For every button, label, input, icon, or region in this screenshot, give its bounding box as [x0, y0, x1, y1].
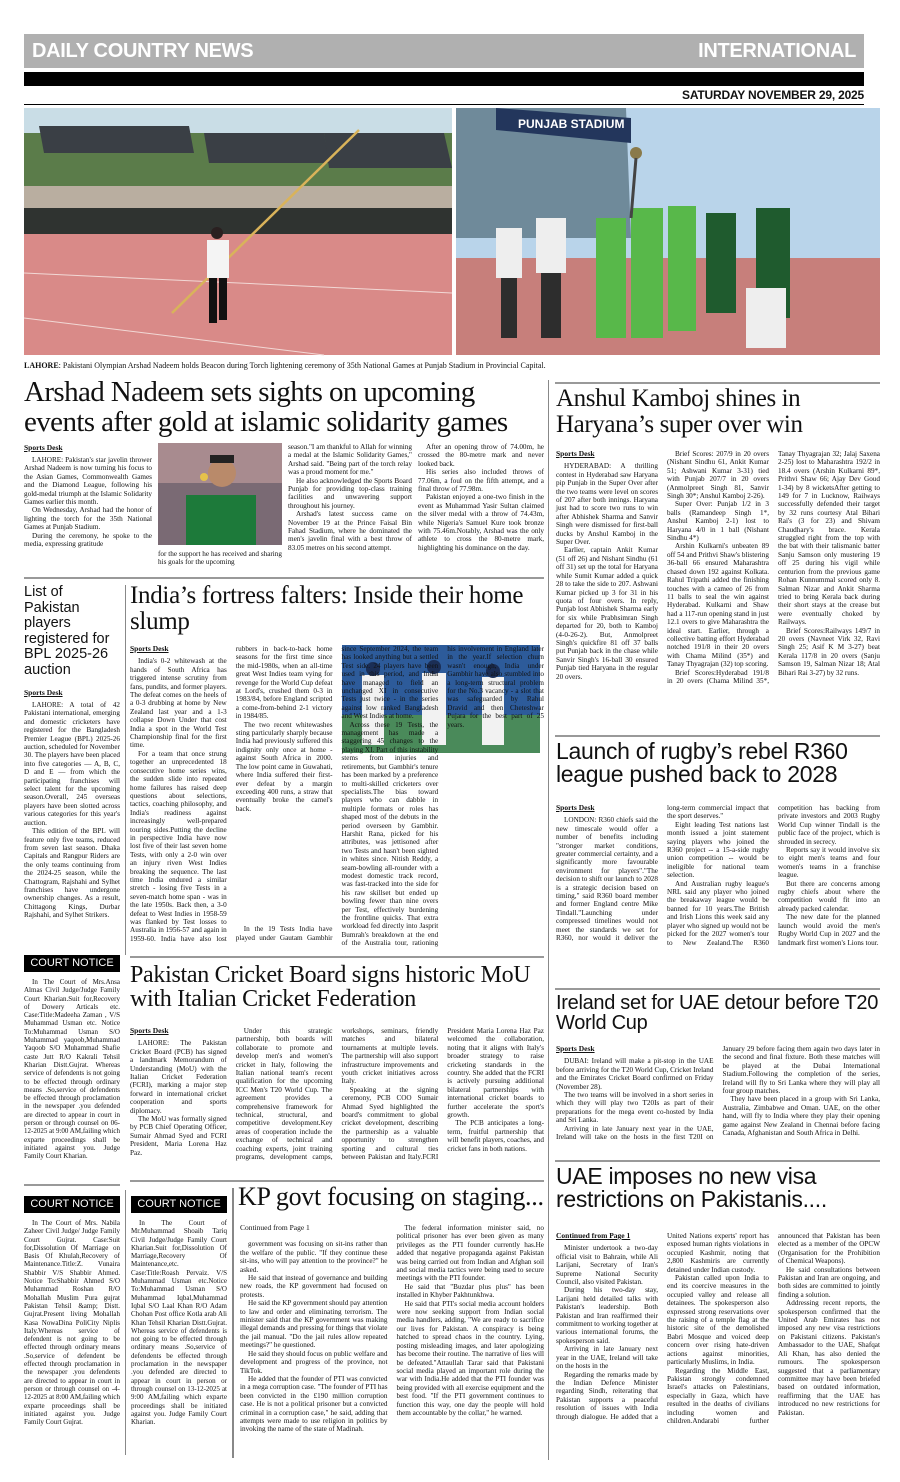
paragraph: After an opening throw of 74.00m, he crossed the 80-metre mark and never looked back. [418, 443, 544, 468]
section-divider [24, 1184, 120, 1186]
paragraph: for the support he has received and sharing his goals for the upcoming [158, 550, 282, 567]
article-anshul-headline [556, 386, 880, 446]
court-notice-heading: COURT NOTICE [131, 1196, 227, 1213]
byline: Sports Desk [130, 1026, 169, 1035]
paragraph: The MoU was formally signed by PCB Chief Operating Officer, Sumair Ahmad Syed and FCRI President, Maria Lorena Haz Paz. [130, 1115, 227, 1157]
headline-anshul: Anshul Kamboj shines in Haryana’s super over win [556, 385, 803, 438]
anshul-body [556, 450, 880, 730]
section-label: INTERNATIONAL [698, 40, 856, 62]
paragraph: He said that instead of governance and building new roads, the KP government had focused on protests. [240, 1274, 388, 1299]
paragraph: Arriving in late January next year in the UAE, Ireland will take on the hosts in the [556, 1345, 658, 1371]
article-rugby-headline [556, 740, 880, 800]
byline: Sports Desk [24, 688, 63, 697]
paragraph: He said the KP government should pay attention to law and order and eliminating terrorism. The minister said that the KP government was making illegal demands and pressing for things that violate the jail manual. "Do the jail rules allow repeated meetings?" he questioned. [240, 1299, 388, 1350]
paragraph: Addressing recent reports, the spokesperson confirmed that the United Arab Emirates has not imposed any new visa restrictions on Pakistani citizens. Pakistan's Ambassador to the UAE, Shafqat Ali Khan, has also denied the rumours. The spokesperson suggested that a parliamentary committee may have been briefed based on outdated information, reaffirming that the UAE has introduced no new restrictions for Pakistan. [778, 1299, 880, 1417]
photo-arshad-medal [158, 443, 282, 545]
paragraph: He said that PTI's social media account holders were now seeking support from Indian social media handlers, adding, "We are ready to sacrifice our lives for Pakistan. A conspiracy is being hatched to spread chaos in the country. Lying, posting misleading images, and later apologizing has become their routine. The narrative of lies will be defeated."Attaullah Tarar said that Pakistani social media played an important role during the war with India.He added that the PTI founder was being provided with all exercise equipment and the best food. "If the PTI government continues to function this way, one day the people will hold them accountable by the collar," he warned. [396, 1299, 544, 1417]
paragraph: On Wednesday, Arshad had the honor of lighting the torch for the 35th National Games at Punjab Stadium. [24, 506, 152, 532]
headline-uae: UAE imposes no new visa restrictions on Pakistanis.... [556, 1163, 827, 1213]
article-arshad-headline [24, 378, 544, 438]
continued-label: Continued from Page 1 [556, 1231, 631, 1240]
paragraph: India's 0-2 whitewash at the hands of South Africa has triggered intense scrutiny from fans, pundits, and former players. The defeat comes on the heels of a 0-3 drubbing at home by New Zealand last year and a 1-3 collapse Down Under that cost India a spot in the World Test Championship final for the first time. [130, 657, 227, 750]
byline: Sports Desk [556, 449, 595, 458]
byline: Sports Desk [556, 803, 595, 812]
paragraph: In the 19 Tests India have played under Gautam Gambhir since September 2024, the team has looked anything but a settled Test side. 24 players have been used in this period, and India have managed to field an unchanged XI in consecutive Tests just twice - in the series against low ranked Bangladesh and West Indies at home. [235, 645, 439, 942]
paragraph: LAHORE: The Pakistan Cricket Board (PCB) has signed a landmark Memorandum of Understanding (MoU) with the Italian Cricket Federation (FCRI), marking a major step forward in international cricket cooperation and sports diplomacy. [130, 1039, 227, 1115]
paragraph: He also acknowledged the Sports Board Punjab for providing top-class training facilities and unwavering support throughout his journey. [288, 476, 412, 510]
paragraph: Arshin Kulkarni's unbeaten 89 off 54 and Prithvi Shaw's blistering 36-ball 66 ensured Maharashtra chased down 192 against Kolkata. Rahul Tripathi added the finishing touches with a cameo of 26 from 11 balls to seal the win against Hyderabad. Kulkarni and Shaw had a 117-run opening stand in just 12.1 overs to give Maharashtra the ideal start. Earlier, through a collective batting effort Hyderabad notched 191/8 in their 20 overs with Chama Milind (35*) and Tanay Thyagrajan (32) top scoring. [667, 542, 769, 669]
paragraph: Brief Scores:Railways 149/7 in 20 overs (Navneet Virk 32, Ravi Singh 25; Asif K M 3-27) beat Kerala 117/8 in 20 overs (Sanju Samson 19, Salman Nizar 18; Atal Bihari Rai 3-27) by 32 runs. [778, 626, 880, 677]
court-notice-heading: COURT NOTICE [24, 955, 120, 972]
paragraph: Eight leading Test nations last month issued a joint statement saying players who joined the R360 project -- a 15-a-side rugby union competition -- would be ineligible for national team selection. [667, 820, 769, 880]
india-body [130, 645, 544, 950]
photo-torch-ceremony [456, 108, 880, 355]
photo-pole-vault [24, 108, 452, 355]
headline-arshad: Arshad Nadeem sets sights on upcoming events after gold at islamic solidarity games [24, 376, 508, 438]
paragraph: Reports say it would involve six to eight men's teams and four women's teams in a franchise league. [778, 846, 880, 880]
paragraph: government was focusing on sit-ins rather than the welfare of the public. "If they continue these sit-ins, who will pay attention to the province?" he asked. [240, 1240, 388, 1274]
paragraph: This edition of the BPL will feature only five teams, reduced from seven last season. Dhaka Capitals and Rangpur Riders are the only teams continuing from the 2024-25 season, while the Chattogram, Rajshahi and Sylhet franchises have undergone ownership changes. As a result, Chittagong Kings, Durbar Rajshahi, and Sylhet Strikers. [24, 827, 120, 920]
paragraph: He said that "Buzdar plus plus" has been installed in Khyber Pakhtunkhwa. [396, 1282, 544, 1300]
paragraph: Arshad's latest success came on November 19 at the Prince Faisal Bin Fahad Stadium, where he dominated the men's javelin final with a best throw of 83.05 metres on his second attempt. [288, 510, 412, 552]
paragraph: The PCB anticipates a long-term, fruitful partnership that will benefit players, coaches, and cricket fans in both nations. [447, 1119, 544, 1153]
paragraph: LAHORE: Pakistan's star javelin thrower Arshad Nadeem is now turning his focus to the Asian Games, Commonwealth Games and the Diamond League, following his gold-medal triumph at the Islamic Solidarity Games earlier this month. [24, 456, 152, 507]
paragraph: DUBAI: Ireland will make a pit-stop in the UAE before arriving for the T20 World Cup, Cricket Ireland and the Emirates Cricket Board confirmed on Friday (November 28). [556, 1057, 714, 1091]
ireland-body [556, 1045, 880, 1155]
masthead-rule [24, 72, 864, 86]
notice-text: In The Court of Mrs. Nabila Zaheer Civil Judge/ Judge Family Court Gujrat. Case:Suit for,Dissolution Of Marriage on Basis Of Khulah,Recovery of Maintenance.Title:Z. Vunaira Shabbir V/S Shabbir Ahmed. Notice To:Shabbir Ahmed S/O Muhammad Roshan R/O Mohallah Muslim Pura gujrat Pakistan Tehsil &amp; Distt. Gujrat.Present living Mohallah Kasa NowaDina PoliCity Niplis Italy.Whereas service of defendent is not going to be effected through ordinary means .So,service of defendent be effected through proclamation in the newspaper .you defendents are directed to appear in court in person or through counsel on -4-12-2025 at 8:00 AM,failing which exparte proceedings shall be initiated against you. Judge Family Court Gujrat. [24, 1219, 120, 1427]
section-divider [555, 382, 880, 384]
paragraph: During his two-day stay, Larijani held detailed talks with Pakistan's leadership. Both Pakistan and Iran reaffirmed their commitment to working together at various international forums, the spokesperson said. [556, 1286, 658, 1345]
paragraph: Across these 19 Tests, the management has made a staggering 45 changes to the playing XI. Part of this instability stems from injuries and retirements, but Gambhir's tenure has been marked by a preference to multi-skilled cricketers over specialists.The bias toward players who can dabble in multiple formats or roles has shaped most of the debuts in the period overseen by Gambhir. Harshit Rana, picked for his attributes, was jettisoned after two Tests and hasn't been sighted in whites since. Nitish Reddy, a seam-bowling all-rounder with a modest domestic track record, was fast-tracked into the side for his raw skillset but ended up bowling fewer than nine overs per Test, effectively burdening the frontline quicks. That extra workload fed directly into Jasprit Bumrah's breakdown at the end of the Australia tour, rationing his involvement in England later in the year.If selection churn wasn't enough, India under Gambhir have also stumbled into a long-term structural problem for the No.3 vacancy - a slot that was safeguarded by Rahul Dravid and then Cheteshwar Pujara for the best part of 25 years. [341, 645, 544, 948]
section-divider [555, 735, 880, 737]
pcb-body [130, 1027, 544, 1167]
paragraph: The federal information minister said, no political prisoner has ever been given as many privileges as the PTI founder currently has.He added that negative propaganda against Pakistan was being carried out from Indian and Afghan soil and social media tactics were being used to secure meetings with the PTI founder. [396, 1224, 544, 1283]
article-india-headline [130, 583, 544, 641]
byline: Sports Desk [130, 644, 169, 653]
paragraph: LAHORE: A total of 42 Pakistani international, emerging and domestic cricketers have registered for the Bangladesh Premier League (BPL) 2025-26 auction, scheduled for November 30. The players have been placed into five categories — A, B, C, D and E — from which the participating franchises will select talent for the upcoming season.Overall, 245 overseas players have been slotted across various categories for this year's auction. [24, 701, 120, 827]
article-ireland-headline [556, 993, 880, 1043]
caption-text: : Pakistani Olympian Arshad Nadeem holds Beacon during Torch lightening ceremony of 35th National Games at Punjab Stadium in Provincial Capital. [58, 361, 546, 370]
paragraph: HYDERABAD: A thrilling contest in Hyderabad saw Haryana pip Punjab in the Super Over after the two teams were level on scores of 207 after both innings. Haryana just had to score two runs to win after Abhishek Sharma and Sanvir Singh were dismissed for first-ball ducks by Anshul Kamboj in the Super Over. [556, 462, 658, 547]
paragraph: And Australian rugby league's NRL said any player who joined the breakaway league would be banned for 10 years.The British and Irish Lions this week said any player who signed up would not be picked for the 2027 women's tour to New Zealand.The R360 competition has backing from private investors and 2003 Rugby World Cup winner Tindall is the public face of the project, which is shrouded in secrecy. [667, 804, 880, 947]
paragraph: They have been placed in a group with Sri Lanka, Australia, Zimbabwe and Oman. UAE, on the other hand, will fly to India where they play their opening game against New Zealand in Chennai before facing Canada, Afghanistan and South Africa in Delhi. [722, 1095, 880, 1138]
paragraph: The two recent whitewashes sting particularly sharply because India had previously suffered this indignity only once at home - against South Africa in 2000. The low point came in Guwahati, where India suffered their first-ever defeat by a margin exceeding 400 runs, a straw that eventually broke the camel's back. [235, 720, 333, 813]
article-bpl [24, 585, 120, 945]
arshad-col-1 [24, 443, 152, 563]
dateline: SATURDAY NOVEMBER 29, 2025 [24, 88, 864, 105]
section-divider [24, 577, 544, 579]
paragraph: Brief Scores: 207/9 in 20 overs (Nishant Sindhu 61, Ankit Kumar 51; Ashwani Kumar 3-31) tied with Punjab 207/7 in 20 overs (Anmolpreet Singh 81, Sanvir Singh 30*; Anshul Kamboj 2-26). [667, 450, 769, 501]
court-notice-2 [24, 1196, 120, 1456]
paragraph: Arriving in late January next year in the UAE, Ireland will take on the hosts in the first T20I on January 29 before facing them again two days later in the second and final fixture. Both these matches will be played at the Dubai International Stadium.Following the completion of the series, Ireland will fly to Sri Lanka where they will play all four group matches. [556, 1045, 880, 1142]
paragraph: During the ceremony, he spoke to the media, expressing gratitude [24, 531, 152, 549]
column-rule [232, 1188, 234, 1458]
paragraph: LONDON: R360 chiefs said the new timescale would offer a number of benefits including "stronger market conditions, greater commercial certainty, and a significantly more favourable environment for players"."The decision to shift our launch to 2028 is a strategic decision based on timing," said R360 board member and former England centre Mike Tindall."Launching under compressed timelines would not meet the standards we set for R360, nor would it deliver the long-term commercial impact that the sport deserves." [556, 804, 769, 943]
newspaper-title: DAILY COUNTRY NEWS [32, 40, 254, 62]
arshad-col-2 [158, 443, 282, 567]
paragraph: He said consultations between Pakistan and Iran are ongoing, and both sides are committed to jointly finding a solution. [778, 1265, 880, 1299]
paragraph: season."I am thankful to Allah for winning a medal at the Islamic Solidarity Games," Arshad said. "Being part of the torch relay was a proud moment for me." [288, 443, 412, 477]
byline: Sports Desk [556, 1044, 595, 1053]
paragraph: Brief Scores:Hyderabad 191/8 in 20 overs (Chama Milind 35*, Tanay Thyagrajan 32; Jalaj Saxena 2-25) lost to Maharashtra 192/2 in 18.4 overs (Arshin Kulkarni 89*, Prithvi Shaw 66; Ajay Dev Goud 1-34) by 8 wicketsAfter getting to 149 for 7 in Lucknow, Railways successfully defended their target by 32 runs courtesy Atal Bihari Rai's (3 for 23) and Shivam Chaudhary's brace. Kerala struggled right from the top with the bat with their talismanic batter Sanju Samson only mustering 19 off 25 during his vigil while centurion from the previous game Rohan Kunnummal scored only 8. Salman Nizar and Ankit Sharma tried to bring Kerala back during their short stays at the crease but were eventually choked by Railways. [667, 450, 880, 685]
paragraph: Earlier, captain Ankit Kumar (51 off 26) and Nishant Sindhu (61 off 31) set up the total for Haryana while Sumit Kumar added a quick 28 to take the side to 207. Ashwani Kumar picked up 3 for 31 in his quota of four overs. In reply, Punjab lost Abhishek Sharma early for six while Prabhsimran Singh departed for 20, both to Kamboj (4-0-26-2). But, Anmolpreet Singh's quickfire 81 off 37 balls put Punjab back in the chase while Sanvir Singh's 16-ball 30 ensured Punjab tied Haryana in the regular 20 overs. [556, 546, 658, 681]
uae-body [556, 1232, 880, 1456]
paragraph: But there are concerns among rugby chiefs about where the competition would fit into an already packed calendar. [778, 879, 880, 913]
headline-bpl: List of Pakistan players registered for BPL 2025-26 auction [24, 584, 110, 678]
paragraph: The two teams will be involved in a short series in which they will play two T20Is as part of their preparations for the mega event co-hosted by India and Sri Lanka. [556, 1091, 714, 1125]
masthead-bar [24, 34, 864, 68]
paragraph: The new date for the planned launch would avoid the men's Rugby World Cup in 2027 and the landmark first women's Lions tour. [778, 913, 880, 947]
paragraph: Super Over: Punjab 1/2 in 3 balls (Ramandeep Singh 1*, Anshul Kamboj 2-1) lost to Haryana 4/0 in 1 ball (Nishant Sindhu 4*) [667, 500, 769, 543]
rugby-body [556, 804, 880, 984]
notice-text: In The Court of Mr.Muhammad Shoaib Tariq Civil Judge/Judge Family Court Kharian.Suit for,Dissolution Of Marriage,Recovery Of Maintenance,etc. Case:Title:Roash Pervaiz. V/S Muhammad Usman etc.Notice To:Muhammad Usman S/O Muhammad Iqbal,Muhammad Iqbal S/O Laal Khan R/O Adam Chohan Post office Kotla arab Ali Khan Tehsil Kharian Distt.Gujrat. Whereas service of defendents is not going to be effected through ordinary means .So,service of defendents be effected through proclamation in the newspaper .you defended are directed to appear in court in person or through counsel on 13-12-2025 at 9:00 AM,failing which exparte proceedings shall be initiated against you. Judge Family Court Kharian. [131, 1219, 227, 1427]
paragraph: He said they should focus on public welfare and development and progress of the province, not TikTok. [240, 1349, 388, 1375]
stadium-sign: PUNJAB STADIUM [518, 117, 625, 131]
column-rule [125, 585, 126, 955]
headline-ireland: Ireland set for UAE detour before T20 World Cup [556, 992, 879, 1035]
column-rule [548, 380, 549, 1460]
headline-rugby: Launch of rugby’s rebel R360 league pushed back to 2028 [556, 738, 848, 788]
column-rule [125, 1190, 126, 1455]
court-notice-heading: COURT NOTICE [24, 1196, 120, 1213]
caption-lead: LAHORE [24, 361, 59, 370]
paragraph: Under this strategic partnership, both boards will collaborate to promote and develop men's and women's cricket in Italy, following the Italian national team's recent qualification for the upcoming ICC Men's T20 World Cup. The agreement provides a comprehensive framework for technical, structural, and competitive development.Key areas of cooperation include the exchange of technical and coaching experts, joint training programs, development camps, workshops, seminars, friendly matches and bilateral tournaments at multiple levels. The partnership will also support infrastructure improvements and youth cricket initiatives across Italy. [235, 1027, 439, 1162]
headline-india: India’s fortress falters: Inside their home slump [130, 582, 524, 635]
court-notice-3 [131, 1196, 227, 1456]
paragraph: Pakistan called upon India to end its coercive measures in the occupied valley and release all detainees. The spokesperson also expressed strong reservations over the raising of a temple flag at the historic site of the demolished Babri Mosque and voiced deep concern over rising hate-driven actions against minorities, particularly Muslims, in India. [667, 1274, 769, 1367]
paragraph: Pakistan enjoyed a one-two finish in the event as Muhammad Yasir Sultan claimed the silver medal with a throw of 74.43m, while Nigeria's Samuel Kure took bronze with 75.46m.Notably, Arshad was the only athlete to cross the 80-metre mark, highlighting his dominance on the day. [418, 493, 544, 552]
headline-kp: KP govt focusing on staging... [238, 1182, 544, 1211]
paragraph: Regarding the remarks made by the Indian Defence Minister regarding Sindh, reiterating that Pakistan supports a peaceful resolution of issues with India through dialogue. He added that a United Nations experts' report has exposed human rights violations in occupied Kashmir, noting that 2,800 Kashmiris are currently detained under Indian custody. [556, 1232, 769, 1421]
paragraph: Speaking at the signing ceremony, PCB COO Sumair Ahmad Syed highlighted the board's commitment to global cricket development, describing the partnership as a valuable opportunity to strengthen sporting and cultural ties between Pakistan and Italy.FCRI President Maria Lorena Haz Paz welcomed the collaboration, noting that it aligns with Italy's broader strategy to raise cricketing standards in the country. She added that the FCRI is actively pursuing additional bilateral partnerships with international cricket boards to further accelerate the sport's growth. [341, 1027, 544, 1162]
section-divider [555, 988, 880, 990]
paragraph: For a team that once strung together an unprecedented 18 consecutive home series wins, the sudden slide into repeated home failures has raised deep questions about selections, tactics, coaching philosophy, and India's readiness against increasingly well-prepared touring sides.Putting the decline in perspective India have now lost five of their last seven home Tests, with only a 2-0 win over an injury riven West Indies breaking the sequence. The last time India endured a similar stretch - losing five Tests in a seven-match home span - was in the late 1950s. Back then, a 3-0 defeat to West Indies in 1958-59 was flanked by Test losses to Australia in 1956-57 and again in 1959-60. India have also lost rubbers in back-to-back home seasons for the first time since the mid-1980s, when an all-time great West Indies team vying for revenge for the World Cup defeat at Lord's, crushed them 0-3 in 1983/84, before England scripted a come-from-behind 2-1 victory in 1984/85. [130, 645, 333, 943]
continued-label: Continued from Page 1 [240, 1223, 310, 1232]
paragraph: Minister undertook a two-day official visit to Bahrain, while Ali Larijani, Secretary of Iran's Supreme National Security Council, also visited Pakistan. [556, 1244, 658, 1287]
arshad-col-4 [418, 443, 544, 573]
paragraph: His series also included throws of 77.06m, a foul on the fifth attempt, and a final throw of 77.98m. [418, 468, 544, 494]
notice-text: In The Court of Mrs.Ansa Almas Civil Judge/Judge Family Court Kharian.Suit for,Recovery of Dowery Articals etc. Case:Title:Madeeha Zaman , V/S Muhammad Usman etc. Notice To:Muhammad Usman S/O Muhammad yaqoob,Muhammad Yaqoob S/O Muhammad Shafie caste Jutt R/O Kakrali Tehsil Kharian Distt.Gujrat. Whereas service of defendents is not going to be effected through ordinary means .So,service of defendents be effected through proclamation in the newspaper .you defended are directed to appear in court in person or through counsel on 06-12-2025 at 9:00 AM,failing which exparte proceedings shall be initiated against you. Judge Family Court Kharian. [24, 978, 120, 1161]
paragraph: He added that the founder of PTI was convicted in a mega corruption case. "The founder of PTI has been convicted in the £190 million corruption case. He is not a political prisoner but a convicted criminal in a corruption case," he said, adding that attempts were made to use religion in politics by invoking the name of the state of Madinah. [240, 1374, 388, 1434]
photo-caption [24, 361, 864, 371]
section-divider [130, 956, 544, 958]
arshad-col-3 [288, 443, 412, 573]
article-kp-headline [238, 1184, 544, 1220]
kp-body [240, 1224, 544, 1456]
section-divider [555, 1160, 880, 1162]
court-notice-1 [24, 955, 120, 1161]
paragraph: Regarding the Middle East, Pakistan strongly condemned Israel's attacks on Palestinians, especially in Gaza, which have resulted in the deaths of civilians including women and children.Andarabi further announced that Pakistan has been elected as a member of the OPCW (Organisation for the Prohibition of Chemical Weapons). [667, 1232, 880, 1425]
article-uae-headline [556, 1165, 880, 1227]
byline: Sports Desk [24, 443, 63, 452]
article-pcb-headline [130, 963, 544, 1023]
headline-pcb: Pakistan Cricket Board signs historic MoU with Italian Cricket Federation [130, 962, 531, 1013]
